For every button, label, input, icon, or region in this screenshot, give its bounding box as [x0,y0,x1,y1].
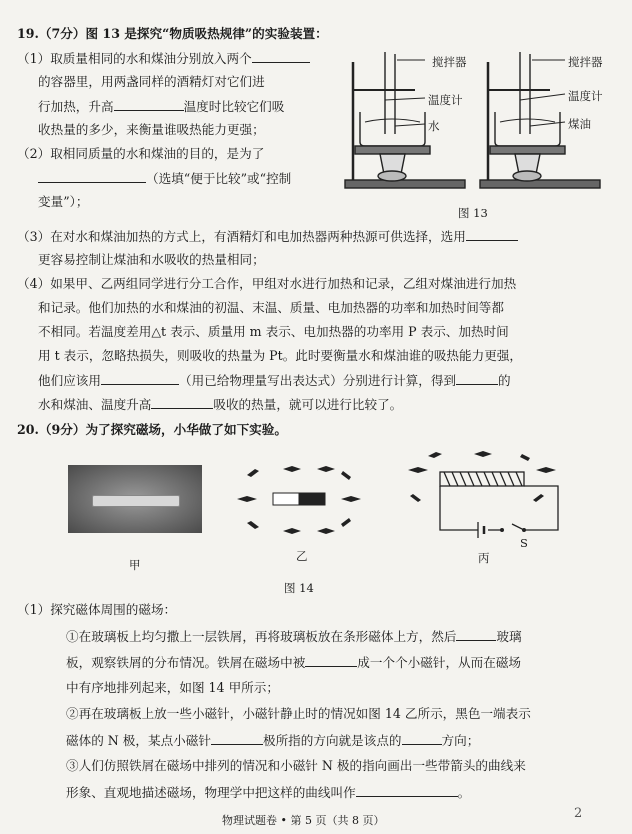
q20-step1-line1: ①在玻璃板上均匀撒上一层铁屑，再将玻璃板放在条形磁体上方，然后 玻璃 [66,629,522,644]
q19-part4-line6: 水和煤油、温度升高 吸收的热量，就可以进行比较了。 [38,397,403,412]
q19-title: 19.（7分）图 13 是探究“物质吸热规律”的实验装置： [17,26,328,41]
q19-part4-line2: 和记录。他们加热的水和煤油的初温、末温、质量、电加热器的功率和加热时间等都 [38,300,504,315]
compass-needles-figure [225,455,375,545]
q19-part4-line1: （4）如果甲、乙两组同学进行分工合作，甲组对水进行加热和记录，乙组对煤油进行加热 [17,276,517,291]
answer-blank[interactable] [402,734,442,745]
label-stirrer-right: 搅拌器 [568,55,603,69]
q20-step3-line1: ③人们仿照铁屑在磁场中排列的情况和小磁针 N 极的指向画出一些带箭头的曲线来 [66,758,526,773]
q19-part3-line2: 更容易控制让煤油和水吸收的热量相同； [38,252,265,267]
answer-blank[interactable] [211,734,263,745]
figure-13-caption: 图 13 [458,206,488,220]
answer-blank[interactable] [252,52,310,63]
figure-label-bing: 丙 [478,551,490,565]
label-kerosene: 煤油 [568,117,591,131]
answer-blank[interactable] [151,398,213,409]
q19-part1-line1: （1）取质量相同的水和煤油分别放入两个 [17,52,310,66]
answer-blank[interactable] [456,630,496,641]
q19-part2-line2: （选填“便于比较”或“控制 [38,172,291,186]
label-stirrer-left: 搅拌器 [432,55,467,69]
switch-label: S [520,536,528,550]
q19-part1-line4: 收热量的多少，来衡量谁吸热能力更强； [38,122,265,137]
q19-part3-line1: （3）在对水和煤油加热的方式上，有酒精灯和电加热器两种热源可供选择，选用 [17,230,518,244]
q19-part4-line5: 他们应该用 （用已给物理量写出表达式）分别进行计算，得到 的 [38,373,511,388]
q19-part1-line3: 行加热，升高 温度时比较它们吸 [38,99,285,114]
q19-part1-line2: 的容器里，用两盏同样的酒精灯对它们进 [38,74,265,89]
answer-blank[interactable] [356,786,458,797]
page-footer: 物理试题卷 • 第 5 页（共 8 页） [222,814,385,827]
q20-step2-line1: ②再在玻璃板上放一些小磁针，小磁针静止时的情况如图 14 乙所示，黑色一端表示 [66,706,531,721]
q19-part2-line1: （2）取相同质量的水和煤油的目的，是为了 [17,146,265,161]
figure-14-caption: 图 14 [284,581,314,595]
answer-blank[interactable] [305,656,357,667]
q20-step1-line2: 板，观察铁屑的分布情况。铁屑在磁场中被 成一个个小磁针，从而在磁场 [66,655,521,670]
answer-blank[interactable] [114,100,184,111]
label-thermometer-right: 温度计 [568,89,603,103]
label-thermometer-left: 温度计 [428,93,463,107]
figure-label-yi: 乙 [296,549,308,563]
solenoid-circuit-figure [398,450,568,550]
q19-part2-line3: 变量”）； [38,194,89,209]
q19-part4-line4: 用 t 表示，忽略热损失，则吸收的热量为 Pt。此时要衡量水和煤油谁的吸热能力更强， [38,348,522,363]
q20-part1-title: （1）探究磁体周围的磁场： [17,602,177,617]
q20-title: 20.（9分）为了探究磁场，小华做了如下实验。 [17,422,287,437]
label-water: 水 [428,119,440,133]
q20-step1-line3: 中有序地排列起来，如图 14 甲所示； [66,680,279,695]
q19-part4-line3: 不相同。若温度差用△t 表示、质量用 m 表示、电加热器的功率用 P 表示、加热时间 [38,324,509,339]
q20-step3-line2: 形象、直观地描述磁场，物理学中把这样的曲线叫作 。 [66,785,471,800]
corner-mark: 2 [574,806,583,821]
answer-blank[interactable] [101,374,179,385]
bar-magnet-image [92,495,180,507]
answer-blank[interactable] [466,230,518,241]
q20-step2-line2: 磁体的 N 极，某点小磁针 极所指的方向就是该点的 方向； [66,733,480,748]
iron-filings-photo [68,465,202,533]
answer-blank[interactable] [456,374,498,385]
answer-blank[interactable] [38,172,146,183]
figure-label-jia: 甲 [129,558,141,572]
